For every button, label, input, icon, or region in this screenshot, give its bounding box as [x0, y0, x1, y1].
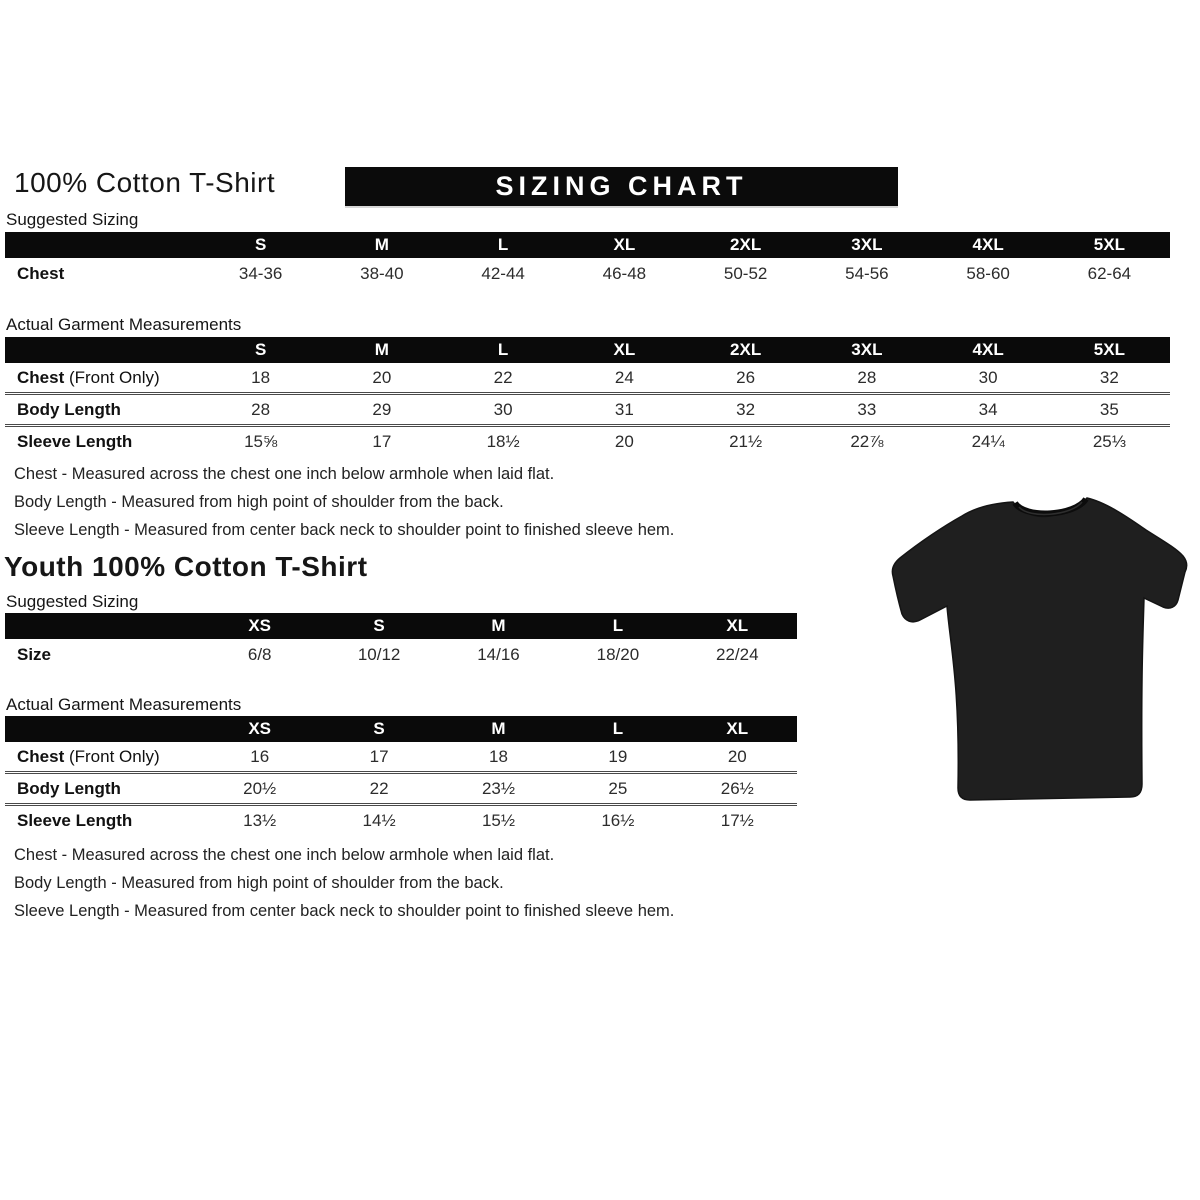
measure-value: 30 — [493, 400, 513, 419]
row-label: Sleeve Length — [17, 432, 133, 451]
row-label: Body Length — [17, 400, 121, 419]
measure-value: 62-64 — [1087, 264, 1132, 283]
measure-value: 18 — [489, 747, 508, 766]
measure-value: 58-60 — [966, 264, 1010, 283]
row-label: Size — [17, 645, 52, 664]
measure-value: 24 — [614, 368, 634, 387]
size-col-header: XL — [726, 719, 749, 738]
measure-value: 33 — [857, 400, 877, 419]
row-label: Chest (Front Only) — [17, 368, 160, 387]
size-col-header: L — [612, 616, 624, 635]
size-col-header: 3XL — [851, 235, 883, 254]
measure-value: 20 — [372, 368, 392, 387]
size-col-header: M — [491, 719, 506, 738]
youth-garment-table — [5, 716, 797, 835]
size-col-header: 5XL — [1093, 235, 1125, 254]
size-col-header: L — [497, 235, 509, 254]
measure-value: 42-44 — [481, 264, 525, 283]
youth-title: Youth 100% Cotton T-Shirt — [4, 551, 368, 582]
youth-measurement-notes — [14, 841, 674, 925]
size-col-header: XL — [613, 340, 636, 359]
measure-value: 16 — [250, 747, 270, 766]
tshirt-image — [890, 494, 1192, 808]
table-row — [5, 639, 797, 670]
measure-value: 18½ — [486, 432, 520, 451]
size-col-header: 5XL — [1093, 340, 1125, 359]
measure-value: 18/20 — [596, 645, 640, 664]
table-row — [5, 803, 797, 835]
size-col-header: XL — [726, 616, 749, 635]
table-row — [5, 771, 797, 803]
measure-value: 22⅞ — [850, 432, 884, 451]
measure-value: 23½ — [481, 779, 516, 798]
measure-value: 21½ — [729, 432, 763, 451]
note-sleeve-length: Sleeve Length - Measured from center back neck to shoulder point to finished sleeve hem. — [14, 902, 675, 920]
adult-garment-table — [5, 337, 1170, 456]
measure-value: 34-36 — [238, 264, 283, 283]
table-header-row — [5, 613, 797, 639]
measure-value: 20 — [727, 747, 747, 766]
size-col-header: M — [374, 340, 389, 359]
measure-value: 6/8 — [247, 645, 272, 664]
measure-value: 25 — [608, 779, 628, 798]
tshirt-body — [892, 498, 1186, 800]
note-chest: Chest - Measured across the chest one inch below armhole when laid flat. — [14, 846, 555, 864]
size-col-header: M — [374, 235, 389, 254]
adult-suggested-heading: Suggested Sizing — [6, 210, 139, 229]
header-corner — [5, 337, 200, 363]
header-corner — [5, 613, 200, 639]
note-body-length: Body Length - Measured from high point of shoulder from the back. — [14, 874, 504, 892]
adult-title: 100% Cotton T-Shirt — [14, 167, 276, 198]
adult-measurement-notes — [14, 460, 674, 544]
size-col-header: S — [373, 719, 385, 738]
note-sleeve-length: Sleeve Length - Measured from center back neck to shoulder point to finished sleeve hem. — [14, 521, 675, 539]
measure-value: 17 — [369, 747, 389, 766]
measure-value: 15⅝ — [244, 432, 278, 451]
size-col-header: S — [254, 340, 267, 359]
measure-value: 20 — [614, 432, 634, 451]
measure-value: 32 — [1099, 368, 1119, 387]
adult-garment-heading: Actual Garment Measurements — [6, 315, 242, 334]
row-label: Body Length — [17, 779, 121, 798]
measure-value: 30 — [978, 368, 998, 387]
size-col-header: L — [612, 719, 624, 738]
size-col-header: S — [254, 235, 267, 254]
note-chest: Chest - Measured across the chest one inch below armhole when laid flat. — [14, 465, 555, 483]
table-row — [5, 258, 1170, 289]
header-corner — [5, 716, 200, 742]
measure-value: 22/24 — [716, 645, 759, 664]
youth-suggested-heading: Suggested Sizing — [6, 592, 139, 611]
youth-suggested-table — [5, 613, 797, 670]
measure-value: 20½ — [243, 779, 277, 798]
measure-value: 38-40 — [360, 264, 404, 283]
table-header-row — [5, 232, 1170, 258]
size-col-header: 4XL — [972, 235, 1004, 254]
measure-value: 29 — [372, 400, 392, 419]
table-row — [5, 392, 1170, 424]
measure-value: 32 — [736, 400, 756, 419]
size-col-header: L — [497, 340, 509, 359]
measure-value: 28 — [857, 368, 877, 387]
measure-value: 46-48 — [602, 264, 647, 283]
size-col-header: 2XL — [730, 235, 762, 254]
measure-value: 18 — [251, 368, 271, 387]
measure-value: 35 — [1099, 400, 1119, 419]
measure-value: 54-56 — [845, 264, 889, 283]
table-header-row — [5, 716, 797, 742]
table-row — [5, 742, 797, 771]
measure-value: 15½ — [481, 811, 516, 830]
measure-value: 25⅓ — [1092, 432, 1126, 451]
sizing-chart-banner-text: SIZING CHART — [495, 171, 748, 201]
table-row — [5, 363, 1170, 392]
measure-value: 14/16 — [477, 645, 520, 664]
measure-value: 17½ — [720, 811, 754, 830]
row-label: Chest — [17, 264, 65, 283]
measure-value: 10/12 — [357, 645, 401, 664]
size-col-header: S — [373, 616, 385, 635]
measure-value: 22 — [493, 368, 513, 387]
size-col-header: XS — [248, 719, 272, 738]
measure-value: 22 — [369, 779, 389, 798]
table-row — [5, 424, 1170, 456]
size-col-header: XL — [613, 235, 636, 254]
adult-suggested-table — [5, 232, 1170, 289]
size-col-header: M — [491, 616, 506, 635]
measure-value: 14½ — [362, 811, 396, 830]
measure-value: 50-52 — [723, 264, 768, 283]
row-label: Sleeve Length — [17, 811, 133, 830]
measure-value: 24¼ — [971, 432, 1005, 451]
measure-value: 19 — [608, 747, 628, 766]
table-header-row — [5, 337, 1170, 363]
youth-garment-heading: Actual Garment Measurements — [6, 695, 242, 714]
size-col-header: XS — [248, 616, 272, 635]
size-col-header: 2XL — [730, 340, 762, 359]
size-col-header: 3XL — [851, 340, 883, 359]
measure-value: 26½ — [720, 779, 754, 798]
header-corner — [5, 232, 200, 258]
measure-value: 17 — [372, 432, 392, 451]
measure-value: 31 — [614, 400, 634, 419]
row-label: Chest (Front Only) — [17, 747, 160, 766]
measure-value: 16½ — [601, 811, 635, 830]
measure-value: 34 — [978, 400, 998, 419]
measure-value: 13½ — [243, 811, 277, 830]
size-col-header: 4XL — [972, 340, 1004, 359]
measure-value: 28 — [251, 400, 271, 419]
note-body-length: Body Length - Measured from high point of shoulder from the back. — [14, 493, 504, 511]
measure-value: 26 — [736, 368, 756, 387]
sizing-chart-banner — [345, 167, 898, 208]
